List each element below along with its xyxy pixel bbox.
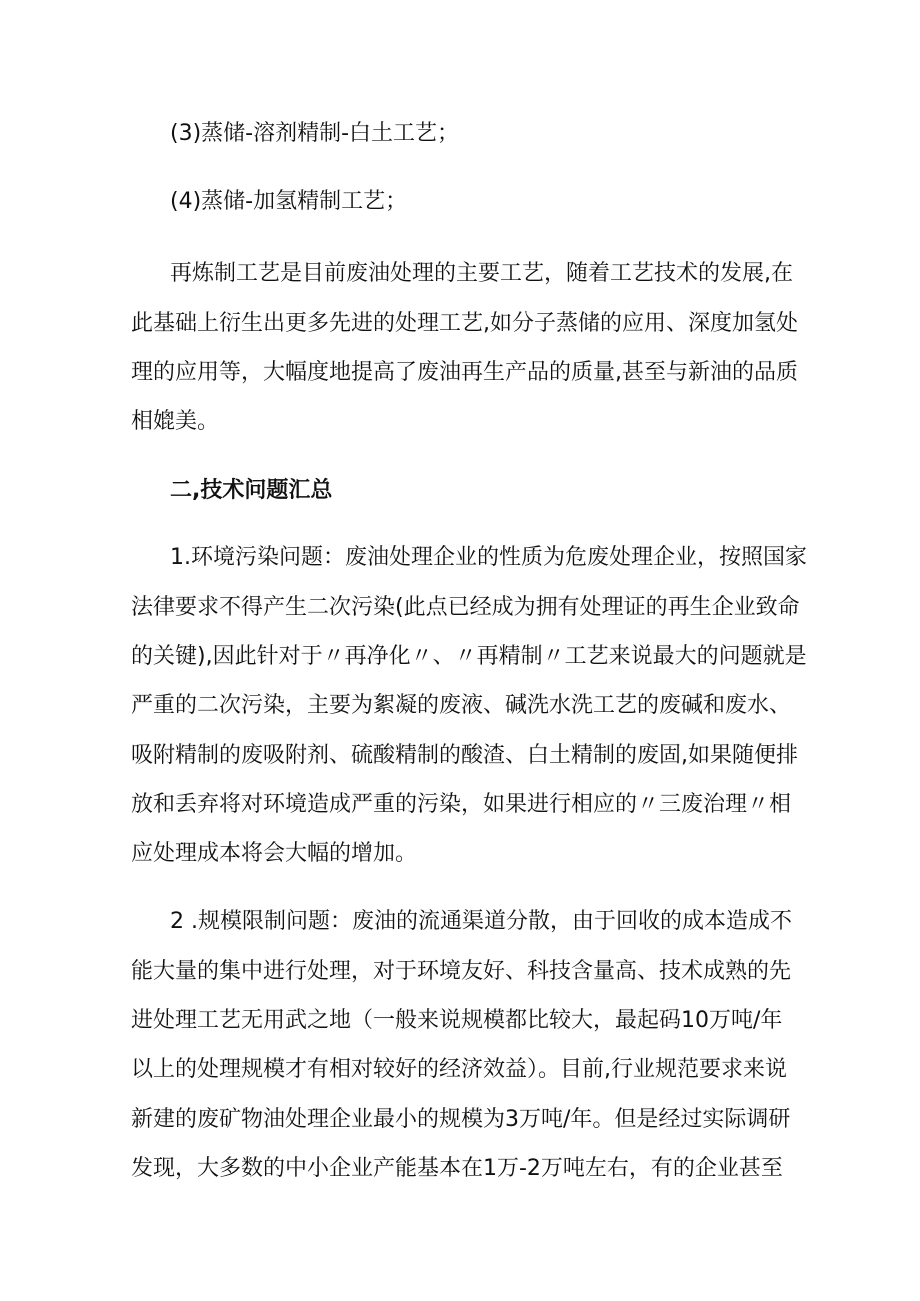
paragraph-line: 再炼制工艺是目前废油处理的主要工艺，随着工艺技术的发展,在 <box>170 261 793 286</box>
list-item-4: (4)蒸储-加氢精制工艺； <box>170 189 408 214</box>
paragraph-line: 1.环境污染问题：废油处理企业的性质为危废处理企业，按照国家 <box>170 545 807 570</box>
paragraph-line: 理的应用等，大幅度地提高了废油再生产品的质量,甚至与新油的品质 <box>131 360 798 385</box>
list-item-3: (3)蒸储-溶剂精制-白土工艺； <box>170 121 460 146</box>
paragraph-line: 能大量的集中进行处理，对于环境友好、科技含量高、技术成熟的先 <box>131 959 792 984</box>
paragraph-line: 进处理工艺无用武之地（一般来说规模都比较大，最起码10万吨/年 <box>131 1008 783 1033</box>
paragraph-line: 以上的处理规模才有相对较好的经济效益）。目前,行业规范要求来说 <box>131 1057 787 1082</box>
paragraph-line: 2 .规模限制问题：废油的流通渠道分散，由于回收的成本造成不 <box>170 909 792 934</box>
paragraph-line: 吸附精制的废吸附剂、硫酸精制的酸渣、白土精制的废固,如果随便排 <box>131 743 798 768</box>
section-heading: 二,技术问题汇总 <box>170 478 333 503</box>
paragraph-line: 放和丢弃将对环境造成严重的污染，如果进行相应的〃三废治理〃相 <box>131 792 792 817</box>
paragraph-line: 法律要求不得产生二次污染(此点已经成为拥有处理证的再生企业致命 <box>131 595 800 620</box>
paragraph-line: 应处理成本将会大幅的增加。 <box>131 841 418 866</box>
paragraph-line: 严重的二次污染，主要为絮凝的废液、碱洗水洗工艺的废碱和废水、 <box>131 693 792 718</box>
paragraph-line: 此基础上衍生出更多先进的处理工艺,如分子蒸储的应用、深度加氢处 <box>131 311 798 336</box>
paragraph-line: 的关键),因此针对于〃再净化〃、〃再精制〃工艺来说最大的问题就是 <box>131 644 807 669</box>
paragraph-line: 新建的废矿物油处理企业最小的规模为3万吨/年。但是经过实际调研 <box>131 1107 791 1132</box>
paragraph-line: 相媲美。 <box>131 409 220 434</box>
paragraph-line: 发现，大多数的中小企业产能基本在1万-2万吨左右，有的企业甚至 <box>131 1156 783 1181</box>
